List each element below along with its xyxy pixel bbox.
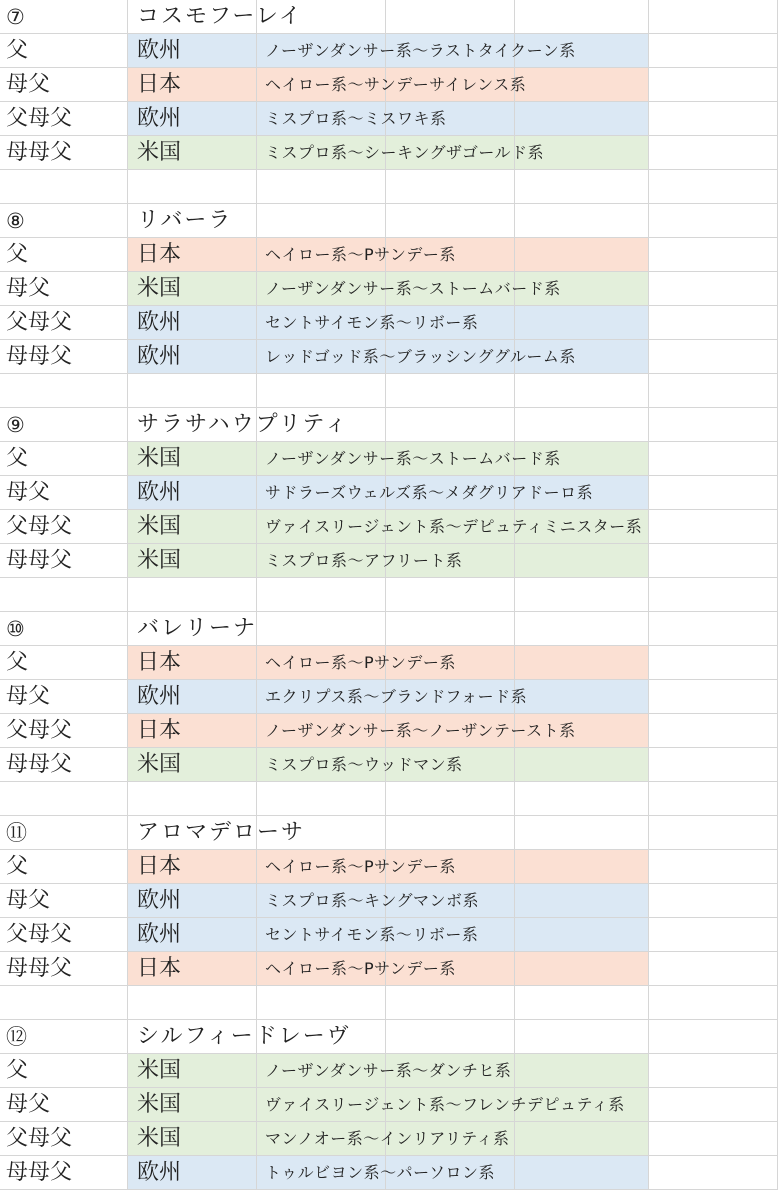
pedigree-row (0, 884, 778, 918)
region-label: 日本 (137, 854, 182, 879)
region-label: 米国 (137, 1058, 182, 1083)
region-label: 欧州 (137, 344, 182, 369)
pedigree-role: 父母父 (6, 922, 73, 947)
sire-line: ミスプロ系〜キングマンボ系 (265, 891, 480, 910)
sire-line: ヘイロー系〜Pサンデー系 (265, 653, 456, 672)
entry-number: ⑪ (6, 821, 27, 845)
grid-cell[interactable] (649, 442, 778, 476)
grid-cell[interactable] (649, 1122, 778, 1156)
grid-cell[interactable] (0, 374, 128, 408)
horse-header-row (0, 408, 778, 442)
grid-cell[interactable] (515, 170, 649, 204)
horse-header-row (0, 1020, 778, 1054)
grid-cell[interactable] (128, 374, 257, 408)
grid-cell[interactable] (649, 1156, 778, 1190)
sire-line: ヴァイスリージェント系〜フレンチデピュティ系 (265, 1095, 625, 1114)
pedigree-row (0, 306, 778, 340)
grid-cell[interactable] (649, 272, 778, 306)
sire-line: ノーザンダンサー系〜ストームバード系 (265, 449, 561, 468)
grid-cell[interactable] (515, 952, 649, 986)
grid-cell[interactable] (257, 170, 386, 204)
grid-cell[interactable] (515, 1122, 649, 1156)
pedigree-role: 父母父 (6, 514, 73, 539)
grid-cell[interactable] (257, 578, 386, 612)
pedigree-row (0, 68, 778, 102)
grid-cell[interactable] (649, 34, 778, 68)
grid-cell[interactable] (515, 748, 649, 782)
grid-cell[interactable] (257, 612, 386, 646)
grid-cell[interactable] (515, 816, 649, 850)
sire-line: ノーザンダンサー系〜ノーザンテースト系 (265, 721, 576, 740)
grid-cell[interactable] (649, 510, 778, 544)
pedigree-role: 父 (6, 650, 29, 675)
grid-cell[interactable] (0, 986, 128, 1020)
pedigree-row (0, 340, 778, 374)
pedigree-row (0, 1156, 778, 1190)
sire-line: ノーザンダンサー系〜ダンチヒ系 (265, 1061, 512, 1080)
grid-cell[interactable] (515, 612, 649, 646)
grid-cell[interactable] (649, 714, 778, 748)
sire-line: ノーザンダンサー系〜ラストタイクーン系 (265, 41, 576, 60)
grid-cell[interactable] (649, 782, 778, 816)
region-label: 日本 (137, 718, 182, 743)
blank-row (0, 578, 778, 612)
grid-cell[interactable] (515, 204, 649, 238)
pedigree-row (0, 34, 778, 68)
grid-cell[interactable] (515, 850, 649, 884)
grid-cell[interactable] (649, 374, 778, 408)
region-label: 欧州 (137, 106, 182, 131)
pedigree-role: 母母父 (6, 956, 73, 981)
pedigree-row (0, 238, 778, 272)
sire-line: ヘイロー系〜Pサンデー系 (265, 245, 456, 264)
pedigree-row (0, 476, 778, 510)
sire-line: ミスプロ系〜ウッドマン系 (265, 755, 463, 774)
grid-cell[interactable] (257, 374, 386, 408)
grid-cell[interactable] (649, 544, 778, 578)
sire-line: セントサイモン系〜リボー系 (265, 313, 479, 332)
blank-row (0, 782, 778, 816)
grid-cell[interactable] (515, 646, 649, 680)
sire-line: ヘイロー系〜Pサンデー系 (265, 959, 456, 978)
grid-cell[interactable] (515, 102, 649, 136)
horse-name: サラサハウプリティ (137, 412, 349, 437)
grid-cell[interactable] (649, 986, 778, 1020)
horse-name: バレリーナ (137, 616, 258, 641)
grid-cell[interactable] (0, 170, 128, 204)
sire-line: トゥルビヨン系〜パーソロン系 (265, 1163, 495, 1182)
grid-cell[interactable] (257, 204, 386, 238)
region-label: 欧州 (137, 310, 182, 335)
grid-cell[interactable] (649, 1088, 778, 1122)
region-label: 日本 (137, 956, 182, 981)
pedigree-role: 母父 (6, 276, 51, 301)
grid-cell[interactable] (386, 204, 515, 238)
pedigree-row (0, 952, 778, 986)
grid-cell[interactable] (386, 408, 515, 442)
region-label: 欧州 (137, 480, 182, 505)
sire-line: ミスプロ系〜ミスワキ系 (265, 109, 447, 128)
grid-cell[interactable] (386, 816, 515, 850)
grid-cell[interactable] (128, 170, 257, 204)
pedigree-role: 母父 (6, 72, 51, 97)
grid-cell[interactable] (649, 340, 778, 374)
grid-cell[interactable] (515, 1020, 649, 1054)
pedigree-row (0, 544, 778, 578)
pedigree-row (0, 442, 778, 476)
grid-cell[interactable] (128, 578, 257, 612)
grid-cell[interactable] (649, 646, 778, 680)
sire-line: ノーザンダンサー系〜ストームバード系 (265, 279, 561, 298)
grid-cell[interactable] (0, 782, 128, 816)
pedigree-row (0, 748, 778, 782)
grid-cell[interactable] (386, 170, 515, 204)
pedigree-role: 母父 (6, 888, 51, 913)
entry-number: ⑦ (6, 5, 25, 29)
pedigree-row (0, 272, 778, 306)
region-label: 欧州 (137, 1160, 182, 1185)
region-label: 米国 (137, 140, 182, 165)
sire-line: ヘイロー系〜サンデーサイレンス系 (265, 75, 527, 94)
pedigree-row (0, 918, 778, 952)
grid-cell[interactable] (649, 680, 778, 714)
region-label: 日本 (137, 650, 182, 675)
grid-cell[interactable] (515, 0, 649, 34)
grid-cell[interactable] (515, 68, 649, 102)
grid-cell[interactable] (649, 136, 778, 170)
pedigree-role: 父 (6, 1058, 29, 1083)
grid-cell[interactable] (649, 238, 778, 272)
grid-cell[interactable] (515, 680, 649, 714)
grid-cell[interactable] (649, 68, 778, 102)
region-label: 欧州 (137, 38, 182, 63)
blank-row (0, 374, 778, 408)
grid-cell[interactable] (386, 374, 515, 408)
sire-line: レッドゴッド系〜ブラッシンググルーム系 (265, 347, 576, 366)
grid-cell[interactable] (649, 748, 778, 782)
sire-line: ミスプロ系〜シーキングザゴールド系 (265, 143, 545, 162)
pedigree-role: 父 (6, 38, 29, 63)
pedigree-role: 父 (6, 854, 29, 879)
horse-name: コスモフーレイ (137, 4, 303, 29)
grid-cell[interactable] (649, 170, 778, 204)
pedigree-role: 母母父 (6, 752, 73, 777)
region-label: 米国 (137, 514, 182, 539)
grid-cell[interactable] (649, 612, 778, 646)
grid-cell[interactable] (386, 782, 515, 816)
sire-line: マンノオー系〜インリアリティ系 (265, 1129, 510, 1148)
grid-cell[interactable] (649, 850, 778, 884)
entry-number: ⑫ (6, 1025, 27, 1049)
pedigree-role: 母父 (6, 684, 51, 709)
pedigree-row (0, 1088, 778, 1122)
grid-cell[interactable] (649, 1054, 778, 1088)
grid-cell[interactable] (515, 306, 649, 340)
grid-cell[interactable] (649, 816, 778, 850)
blank-row (0, 170, 778, 204)
region-label: 米国 (137, 548, 182, 573)
pedigree-role: 父母父 (6, 106, 73, 131)
grid-cell[interactable] (515, 578, 649, 612)
grid-cell[interactable] (515, 986, 649, 1020)
horse-header-row (0, 612, 778, 646)
entry-number: ⑨ (6, 413, 25, 437)
pedigree-role: 母母父 (6, 1160, 73, 1185)
blank-row (0, 986, 778, 1020)
grid-cell[interactable] (515, 782, 649, 816)
pedigree-row (0, 1054, 778, 1088)
grid-cell[interactable] (515, 1156, 649, 1190)
pedigree-row (0, 646, 778, 680)
grid-cell[interactable] (515, 1054, 649, 1088)
sire-line: サドラーズウェルズ系〜メダグリアドーロ系 (265, 483, 594, 502)
pedigree-role: 父 (6, 242, 29, 267)
region-label: 米国 (137, 1126, 182, 1151)
region-label: 米国 (137, 1092, 182, 1117)
grid-cell[interactable] (386, 578, 515, 612)
sire-line: ヘイロー系〜Pサンデー系 (265, 857, 456, 876)
pedigree-row (0, 102, 778, 136)
grid-cell[interactable] (649, 408, 778, 442)
grid-cell[interactable] (386, 0, 515, 34)
horse-name: アロマデローサ (137, 820, 306, 845)
pedigree-row (0, 714, 778, 748)
grid-cell[interactable] (386, 1020, 515, 1054)
grid-cell[interactable] (128, 782, 257, 816)
grid-cell[interactable] (515, 918, 649, 952)
pedigree-role: 父 (6, 446, 29, 471)
sire-line: セントサイモン系〜リボー系 (265, 925, 479, 944)
region-label: 欧州 (137, 684, 182, 709)
grid-cell[interactable] (649, 204, 778, 238)
pedigree-role: 母父 (6, 1092, 51, 1117)
sire-line: エクリプス系〜ブランドフォード系 (265, 687, 528, 706)
horse-name: リバーラ (137, 208, 233, 233)
region-label: 欧州 (137, 888, 182, 913)
pedigree-row (0, 1122, 778, 1156)
grid-cell[interactable] (649, 306, 778, 340)
pedigree-role: 父母父 (6, 310, 73, 335)
grid-cell[interactable] (128, 986, 257, 1020)
horse-name: シルフィードレーヴ (137, 1024, 351, 1049)
horse-header-row (0, 816, 778, 850)
horse-header-row (0, 204, 778, 238)
grid-cell[interactable] (386, 986, 515, 1020)
grid-cell[interactable] (515, 544, 649, 578)
region-label: 米国 (137, 446, 182, 471)
sire-line: ヴァイスリージェント系〜デピュティミニスター系 (265, 517, 643, 536)
pedigree-row (0, 850, 778, 884)
grid-cell[interactable] (649, 884, 778, 918)
pedigree-role: 母母父 (6, 548, 73, 573)
grid-cell[interactable] (257, 986, 386, 1020)
grid-cell[interactable] (257, 782, 386, 816)
pedigree-role: 母母父 (6, 344, 73, 369)
grid-cell[interactable] (515, 374, 649, 408)
pedigree-row (0, 510, 778, 544)
pedigree-role: 父母父 (6, 718, 73, 743)
region-label: 米国 (137, 752, 182, 777)
grid-cell[interactable] (649, 476, 778, 510)
pedigree-role: 父母父 (6, 1126, 73, 1151)
grid-cell[interactable] (649, 1020, 778, 1054)
region-label: 日本 (137, 72, 182, 97)
sire-line: ミスプロ系〜アフリート系 (265, 551, 463, 570)
pedigree-row (0, 680, 778, 714)
pedigree-role: 母父 (6, 480, 51, 505)
grid-cell[interactable] (649, 0, 778, 34)
grid-cell[interactable] (515, 238, 649, 272)
entry-number: ⑩ (6, 617, 25, 641)
pedigree-role: 母母父 (6, 140, 73, 165)
grid-cell[interactable] (649, 918, 778, 952)
region-label: 日本 (137, 242, 182, 267)
grid-cell[interactable] (515, 408, 649, 442)
entry-number: ⑧ (6, 209, 25, 233)
grid-cell[interactable] (0, 578, 128, 612)
region-label: 米国 (137, 276, 182, 301)
grid-cell[interactable] (649, 952, 778, 986)
grid-cell[interactable] (386, 612, 515, 646)
pedigree-row (0, 136, 778, 170)
grid-cell[interactable] (649, 102, 778, 136)
region-label: 欧州 (137, 922, 182, 947)
grid-cell[interactable] (515, 884, 649, 918)
horse-header-row (0, 0, 778, 34)
grid-cell[interactable] (649, 578, 778, 612)
